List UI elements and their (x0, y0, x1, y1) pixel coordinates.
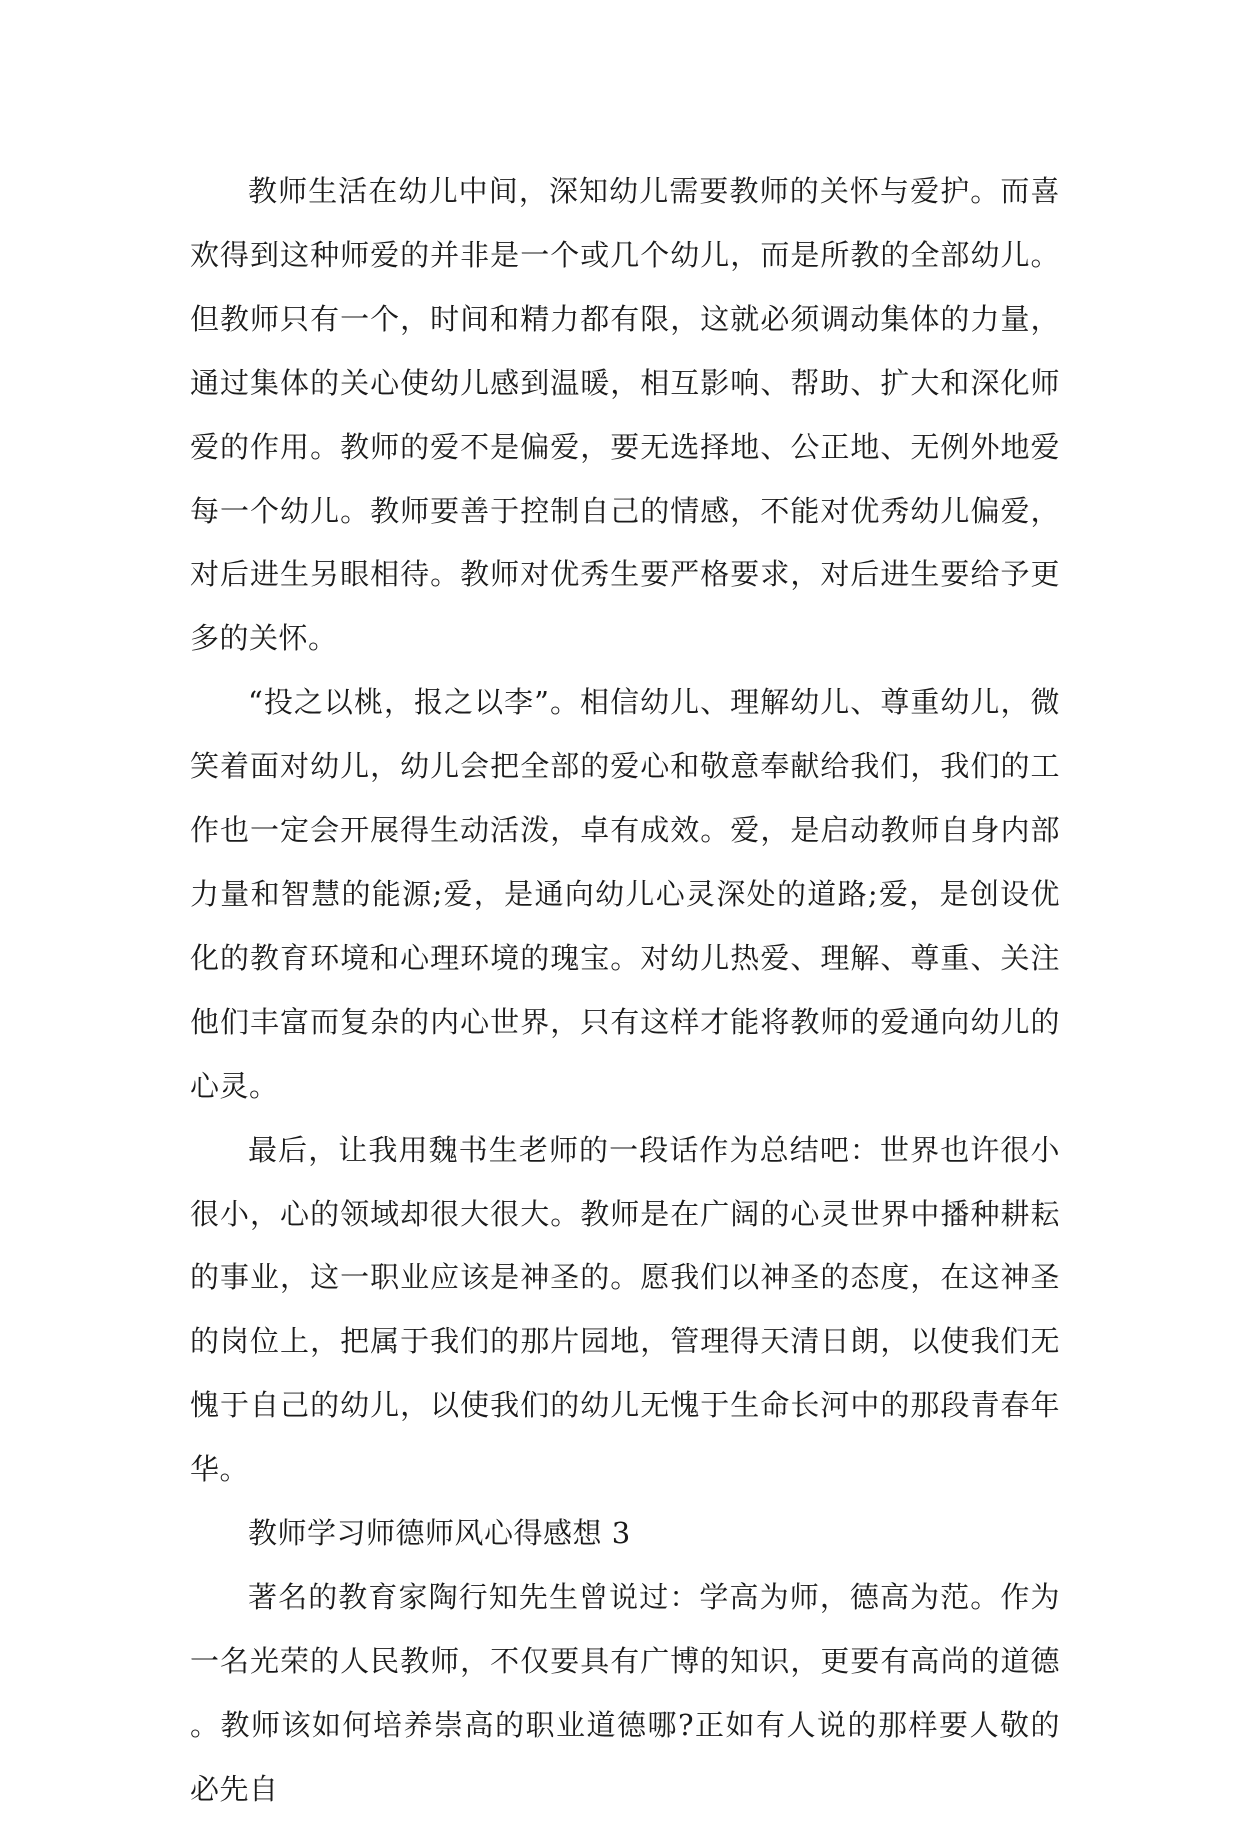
paragraph-conclusion: 最后，让我用魏书生老师的一段话作为总结吧：世界也许很小很小，心的领域却很大很大。教师是在广阔的心灵世界中播种耕耘的事业，这一职业应该是神圣的。愿我们以神圣的态度，在这神圣的岗位上，把属于我们的那片园地，管理得天清日朗，以使我们无愧于自己的幼儿，以使我们的幼儿无愧于生命长河中的那段青春年华。 (190, 1132, 1060, 1487)
paragraph-tao-xingzhi: 著名的教育家陶行知先生曾说过：学高为师，德高为范。作为一名光荣的人民教师，不仅要具有广博的知识，更要有高尚的道德。教师该如何培养崇高的职业道德哪?正如有人说的那样要人敬的必先自 (190, 1579, 1060, 1806)
document-body (190, 160, 1060, 1822)
paragraph-teacher-love: 教师生活在幼儿中间，深知幼儿需要教师的关怀与爱护。而喜欢得到这种师爱的并非是一个或几个幼儿，而是所教的全部幼儿。但教师只有一个，时间和精力都有限，这就必须调动集体的力量，通过集体的关心使幼儿感到温暖，相互影响、帮助、扩大和深化师爱的作用。教师的爱不是偏爱，要无选择地、公正地、无例外地爱每一个幼儿。教师要善于控制自己的情感，不能对优秀幼儿偏爱，对后进生另眼相待。教师对优秀生要严格要求，对后进生要给予更多的关怀。 (190, 174, 1060, 656)
paragraph-peach-plum: “投之以桃，报之以李”。相信幼儿、理解幼儿、尊重幼儿，微笑着面对幼儿，幼儿会把全部的爱心和敬意奉献给我们，我们的工作也一定会开展得生动活泼，卓有成效。爱，是启动教师自身内部力量和智慧的能源;爱，是通向幼儿心灵深处的道路;爱，是创设优化的教育环境和心理环境的瑰宝。对幼儿热爱、理解、尊重、关注他们丰富而复杂的内心世界，只有这样才能将教师的爱通向幼儿的心灵。 (190, 685, 1060, 1103)
section-heading: 教师学习师德师风心得感想 3 (248, 1516, 631, 1551)
